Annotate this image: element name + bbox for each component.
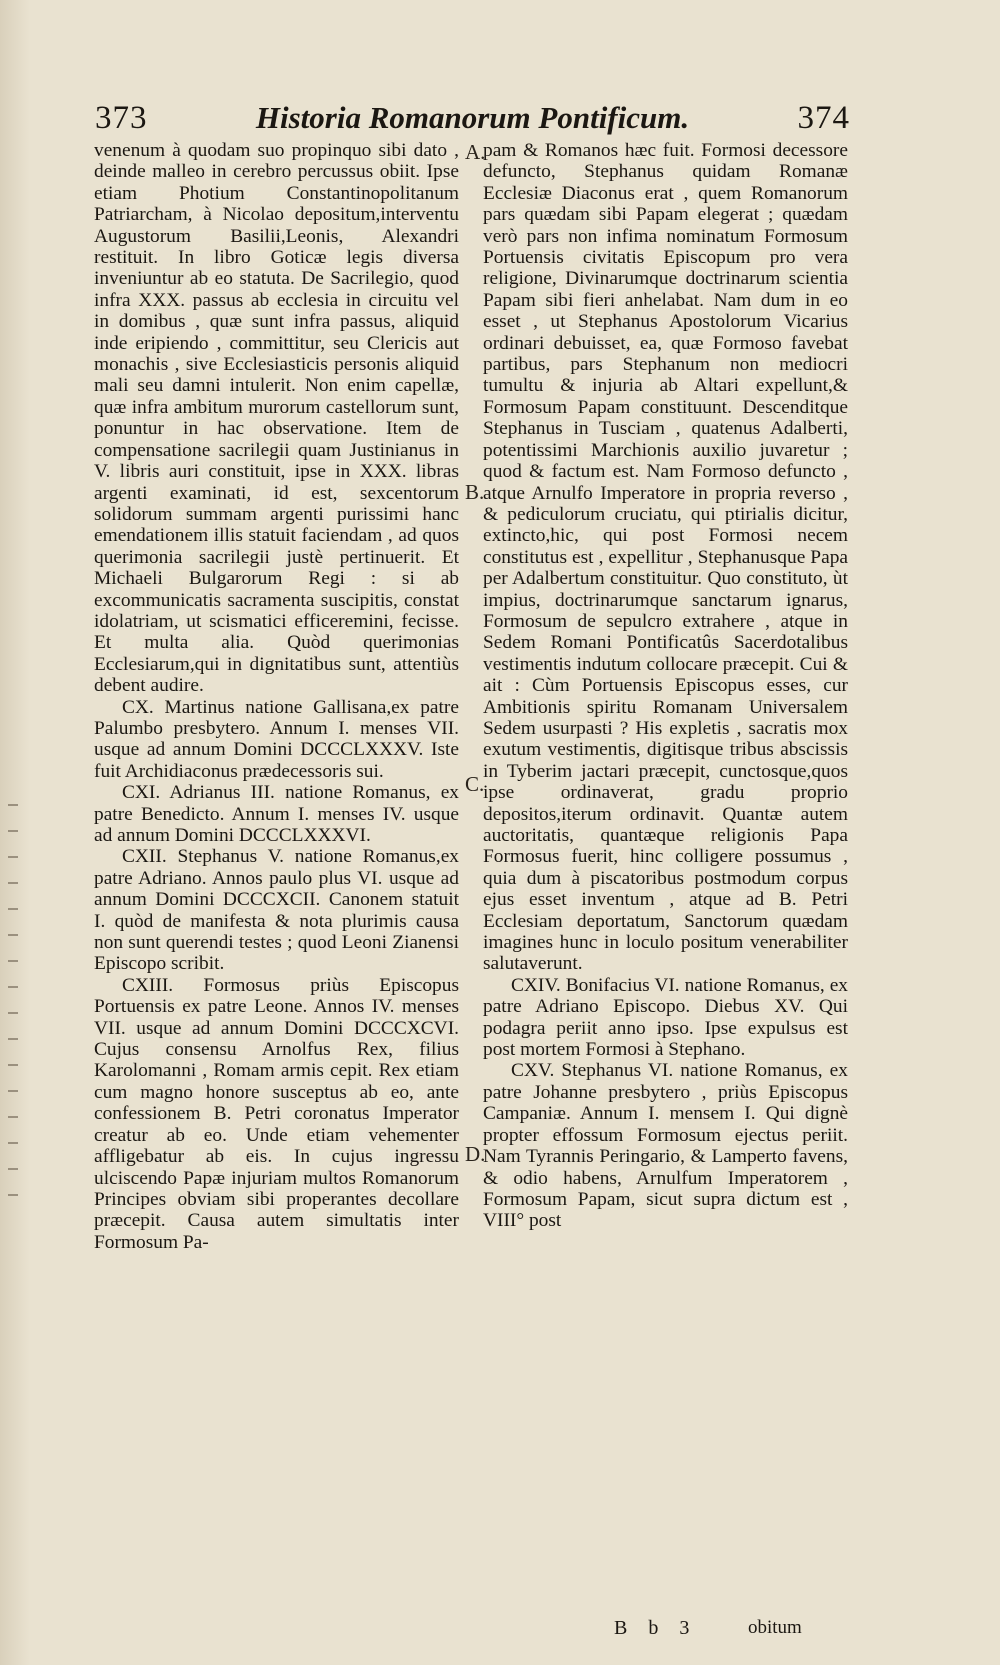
paragraph-cxiii: CXIII. Formosus priùs Episcopus Portuensis ex patre Leone. Annos IV. menses VII. usque ad annum Domini DCCCXCVI. Cujus consensu Arnolfus Rex, filius Karolomanni , Romam armis cepit. Rex etiam cum magno honore susceptus ab eo, ante confessionem B. Petri coronatus Imperator creatur ab eo. Unde etiam vehementer affligebatur ab eis. In cujus ingressu ulciscendo Papæ injuriam multos Romanorum Principes obviam sibi properantes decollare præcepit. Causa autem simultatis inter Formosum Pa-: [94, 974, 459, 1253]
paragraph-cx: CX. Martinus natione Gallisana,ex patre Palumbo presbytero. Annum I. menses VII. usque ad annum Domini DCCCLXXXV. Iste fuit Archidiaconus prædecessoris sui.: [94, 696, 459, 782]
folio-left: 373: [95, 100, 148, 136]
paragraph-continuation: venenum à quodam suo propinquo sibi dato , deinde malleo in cerebro percussus obiit. Ipse etiam Photium Constantinopolitanum Patriarcham, à Nicolao depositum,interventu Augustorum Basilii,Leonis, Alexandri restituit. In libro Goticæ legis diversa inveniuntur ab eo statuta. De Sacrilegio, quod infra XXX. passus ab ecclesia in circuitu vel in domibus , quæ sunt infra passus, aliquid inde eripiendo , committitur, seu Clericis aut monachis , sive Ecclesiasticis personis aliquid mali seu damni intulerit. Non enim capellæ, quæ infra ambitum murorum castellorum sunt, ponuntur in hac observatione. Item de compensatione sacrilegii quam Justinianus in V. libris auri constituit, ipse in XXX. libras argenti examinati, id est, sexcentorum solidorum summam argenti purissimi hanc emendationem illis statuit faciendam , ad quos querimonia sacrilegii justè pertinuerit. Et Michaeli Bulgarorum Regi : si ab excommunicatis sacramenta suscipitis, constat idolatriam, ut scismatici efficeremini, fecisse. Et multa alia. Quòd querimonias Ecclesiarum,qui in dignitatibus sunt, attentiùs debent audire.: [94, 140, 459, 697]
catchword: obitum: [748, 1617, 802, 1638]
folio-right: 374: [797, 100, 850, 136]
paragraph-cxii: CXII. Stephanus V. natione Romanus,ex patre Adriano. Annos paulo plus VI. usque ad annum Domini DCCCXCII. Canonem statuit I. quòd de manifesta & nota plurimis causa non sunt querendi testes ; quod Leoni Zianensi Episcopo scribit.: [94, 846, 459, 975]
margin-marker-a: A.: [465, 140, 486, 164]
paragraph-cxi: CXI. Adrianus III. natione Romanus, ex patre Benedicto. Annum I. menses IV. usque ad annum Domini DCCCLXXXVI.: [94, 782, 459, 846]
paragraph-continuation-right: pam & Romanos hæc fuit. Formosi decessore defuncto, Stephanus quidam Romanæ Ecclesiæ Diaconus erat , quem Romanorum pars quædam sibi Papam elegerat ; quædam verò pars non infima nominatum Formosum Portuensis civitatis Episcopum pro vera religione, Divinarumque doctrinarum scientia Papam sibi fieri anhelabat. Nam dum in eo esset , ut Stephanus Apostolorum Vicarius ordinari debuisset, ea, quæ Formoso favebat partibus, pars Stephanum non mediocri tumultu & injuria ab Altari expellunt,& Formosum Papam constituunt. Descenditque Stephanus in Tusciam , quatenus Adalberti, potentissimi Marchionis auxilio juvaretur ; quod & factum est. Nam Formoso defuncto , atque Arnulfo Imperatore in propria reverso , & pediculorum cruciatu, qui ptirialis dicitur, extincto,hic, qui post Formosi necem constitutus est , expellitur , Stephanusque Papa per Adalbertum constituitur. Quo constituto, ùt impius, doctrinarumque sanctarum ignarus, Formosum de sepulcro extrahere , atque in Sedem Romani Pontificatûs Sacerdotalibus vestimentis indutum collocare præcepit. Cui & ait : Cùm Portuensis Episcopus esses, cur Ambitionis spiritu Romanam Universalem Sedem usurpasti ? His expletis , sacratis mox exutum vestimentis, digitisque tribus abscissis in Tyberim jactari præcepit, cunctosque,quos ipse ordinaverat, gradu proprio depositos,iterum ordinavit. Quantæ autem auctoritatis, quantæque religionis Papa Formosus fuerit, hinc colligere possumus , quia dum à piscatoribus postmodum corpus ejus esset inventum , atque ad B. Petri Ecclesiam deportatum, Sanctorum quædam imagines hunc in loculo positum venerabiliter salutaverunt.: [483, 140, 848, 975]
right-column: [483, 140, 848, 1232]
left-column: [94, 140, 459, 1253]
paragraph-cxiv: CXIV. Bonifacius VI. natione Romanus, ex patre Adriano Episcopo. Diebus XV. Qui podagra periit anno ipso. Ipse expulsus est post mortem Formosi à Stephano.: [483, 974, 848, 1061]
margin-marker-d: D.: [465, 1142, 486, 1166]
signature-mark: B b 3: [614, 1617, 698, 1639]
paragraph-cxv: CXV. Stephanus VI. natione Romanus, ex patre Johanne presbytero , priùs Episcopus Campaniæ. Annum I. mensem I. Qui dignè propter effossum Formosum ejectus periit. Nam Tyrannis Peringario, & Lamperto favens, & odio habens, Arnulfum Imperatorem , Formosum Papam, sicut supra dictum est , VIII° post: [483, 1060, 848, 1232]
page-edge-marks: [2, 780, 26, 1430]
margin-marker-c: C.: [465, 772, 485, 796]
running-title: Historia Romanorum Pontificum.: [255, 100, 690, 135]
margin-marker-b: B.: [465, 480, 485, 504]
